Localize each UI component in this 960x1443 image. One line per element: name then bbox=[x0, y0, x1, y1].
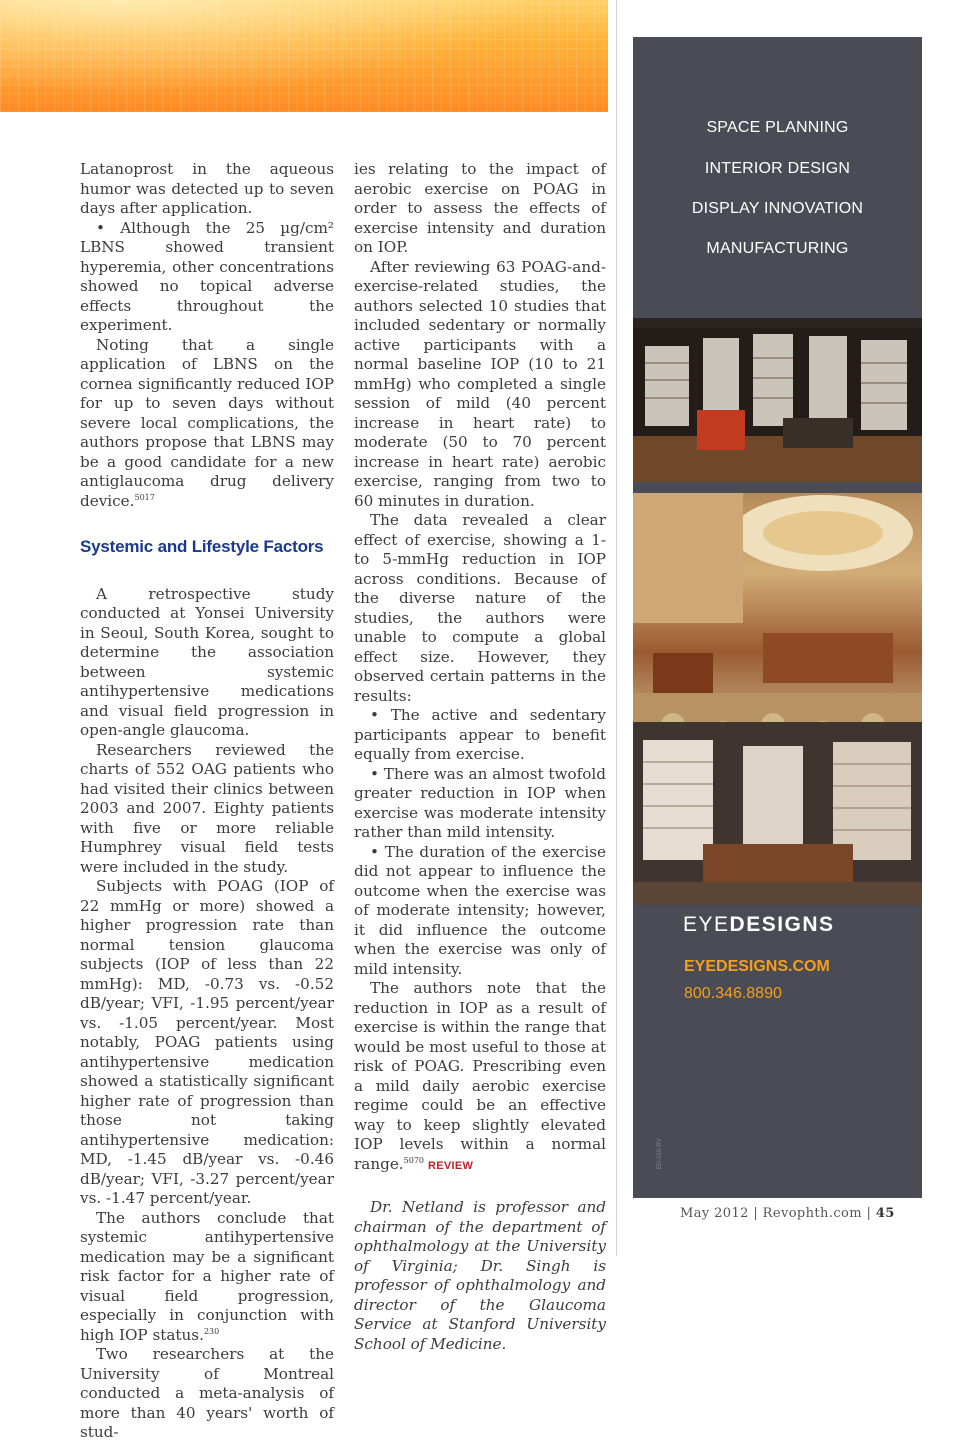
store-interior-illustration bbox=[633, 722, 922, 905]
paragraph-text: Noting that a single application of LBNS on the cornea significantly reduced IOP for up to seven days without severe local complications, the authors propose that LBNS may be a good candidate for a new antiglaucoma drug delivery device. bbox=[80, 335, 334, 510]
ad-website-link[interactable]: EYEDESIGNS.COM bbox=[684, 958, 830, 975]
store-interior-photo bbox=[633, 722, 922, 905]
reference-number: 5017 bbox=[134, 492, 155, 502]
logo-text-bold: DESIGNS bbox=[729, 913, 835, 936]
author-bio-text: Dr. Netland is professor and chairman of the department of ophthalmology at the University of Virginia; Dr. Singh is professor of ophthalmology and director of the Glaucoma Service at Stanford University School of Medicine. bbox=[354, 1198, 606, 1353]
store-interior-photo bbox=[633, 318, 922, 482]
bullet-paragraph: • Although the 25 µg/cm² LBNS showed transient hyperemia, other concentrations showed no topical adverse effects throughout the experiment. bbox=[80, 218, 334, 334]
page-number: 45 bbox=[875, 1206, 895, 1221]
column-divider bbox=[616, 0, 617, 1256]
header-banner bbox=[0, 0, 608, 112]
store-interior-illustration bbox=[633, 493, 922, 758]
footer-text: May 2012 | Revophth.com | bbox=[680, 1206, 876, 1221]
author-bio bbox=[354, 1198, 606, 1354]
bullet-paragraph: • There was an almost twofold greater reduction in IOP when exercise was moderate intensity rather than mild intensity. bbox=[354, 764, 606, 841]
article-column-2 bbox=[354, 160, 606, 1354]
reference-number: 230 bbox=[203, 1326, 220, 1336]
paragraph: Two researchers at the University of Montreal conducted a meta-analysis of more than 40 years' worth of stud- bbox=[80, 1345, 334, 1441]
advertisement-panel[interactable] bbox=[633, 37, 922, 1198]
page-footer bbox=[680, 1206, 895, 1221]
paragraph bbox=[80, 336, 334, 512]
paragraph bbox=[80, 1209, 334, 1346]
paragraph: After reviewing 63 POAG-and-exercise-related studies, the authors selected 10 studies that included sedentary or normally active participants with a normal baseline IOP (10 to 21 mmHg) who completed a single session of mild (40 percent increase in heart rate) to moderate (50 to 70 percent increase in heart rate) aerobic exercise, ranging from two to 60 minutes in duration. bbox=[354, 257, 606, 510]
paragraph-text: The authors conclude that systemic antihypertensive medication may be a significant risk factor for a higher rate of visual field progression, especially in conjunction with high IOP status. bbox=[80, 1208, 334, 1344]
ad-service-item: SPACE PLANNING bbox=[706, 119, 849, 136]
paragraph bbox=[354, 979, 606, 1176]
review-end-mark: REVIEW bbox=[428, 1159, 474, 1172]
store-interior-illustration bbox=[633, 318, 922, 482]
paragraph: The data revealed a clear effect of exercise, showing a 1- to 5-mmHg reduction in IOP across conditions. Because of the diverse nature of the studies, the authors were unable to compute a global effect size. However, they observed certain patterns in the results: bbox=[354, 511, 606, 705]
paragraph-text: The authors note that the reduction in IOP as a result of exercise is within the range that would be most useful to those at risk of POAG. Prescribing even a mild daily aerobic exercise regime could be an effective way to keep slightly elevated IOP levels within a normal range. bbox=[354, 979, 606, 1173]
bullet-paragraph: • The duration of the exercise did not appear to influence the outcome when the exercise was of moderate intensity; however, it did influence the outcome when the exercise was only of mild intensity. bbox=[354, 842, 606, 978]
paragraph: A retrospective study conducted at Yonsei University in Seoul, South Korea, sought to determine the association between systemic antihypertensive medications and visual field progression in open-angle glaucoma. bbox=[80, 584, 334, 739]
ad-code: ED-010-RV bbox=[657, 1138, 663, 1169]
store-interior-photo bbox=[633, 493, 922, 758]
banner-glow bbox=[0, 0, 608, 112]
eyedesigns-logo bbox=[683, 913, 883, 937]
reference-number: 5070 bbox=[403, 1155, 424, 1165]
ad-service-item: INTERIOR DESIGN bbox=[704, 160, 851, 177]
paragraph: Latanoprost in the aqueous humor was detected up to seven days after application. bbox=[80, 160, 334, 217]
paragraph: Researchers reviewed the charts of 552 OAG patients who had visited their clinics between 2003 and 2007. Eighty patients with five or more reliable Humphrey visual field tests were included in the study. bbox=[80, 740, 334, 876]
section-heading: Systemic and Lifestyle Factors bbox=[80, 537, 324, 556]
paragraph: Subjects with POAG (IOP of 22 mmHg or more) showed a higher progression rate than normal tension glaucoma subjects (IOP of less than 22 mmHg): MD, -0.73 vs. -0.52 dB/year; VFI, -1.95 percent/year vs. -1.05 percent/year. Most notably, POAG patients using antihypertensive medication showed a statistically significant higher rate of progression than those not taking antihypertensive medication: MD, -1.45 dB/year vs. -0.46 dB/year; VFI, -3.27 percent/year vs. -1.47 percent/year. bbox=[80, 877, 334, 1207]
ad-phone-number: 800.346.8890 bbox=[684, 985, 782, 1002]
ad-service-item: DISPLAY INNOVATION bbox=[691, 200, 864, 217]
ad-service-item: MANUFACTURING bbox=[706, 240, 849, 257]
paragraph: ies relating to the impact of aerobic exercise on POAG in order to assess the effects of exercise intensity and duration on IOP. bbox=[354, 160, 606, 256]
logo-text-thin: EYE bbox=[683, 913, 730, 936]
article-column-1 bbox=[80, 160, 334, 1443]
bullet-paragraph: • The active and sedentary participants appear to benefit equally from exercise. bbox=[354, 706, 606, 763]
